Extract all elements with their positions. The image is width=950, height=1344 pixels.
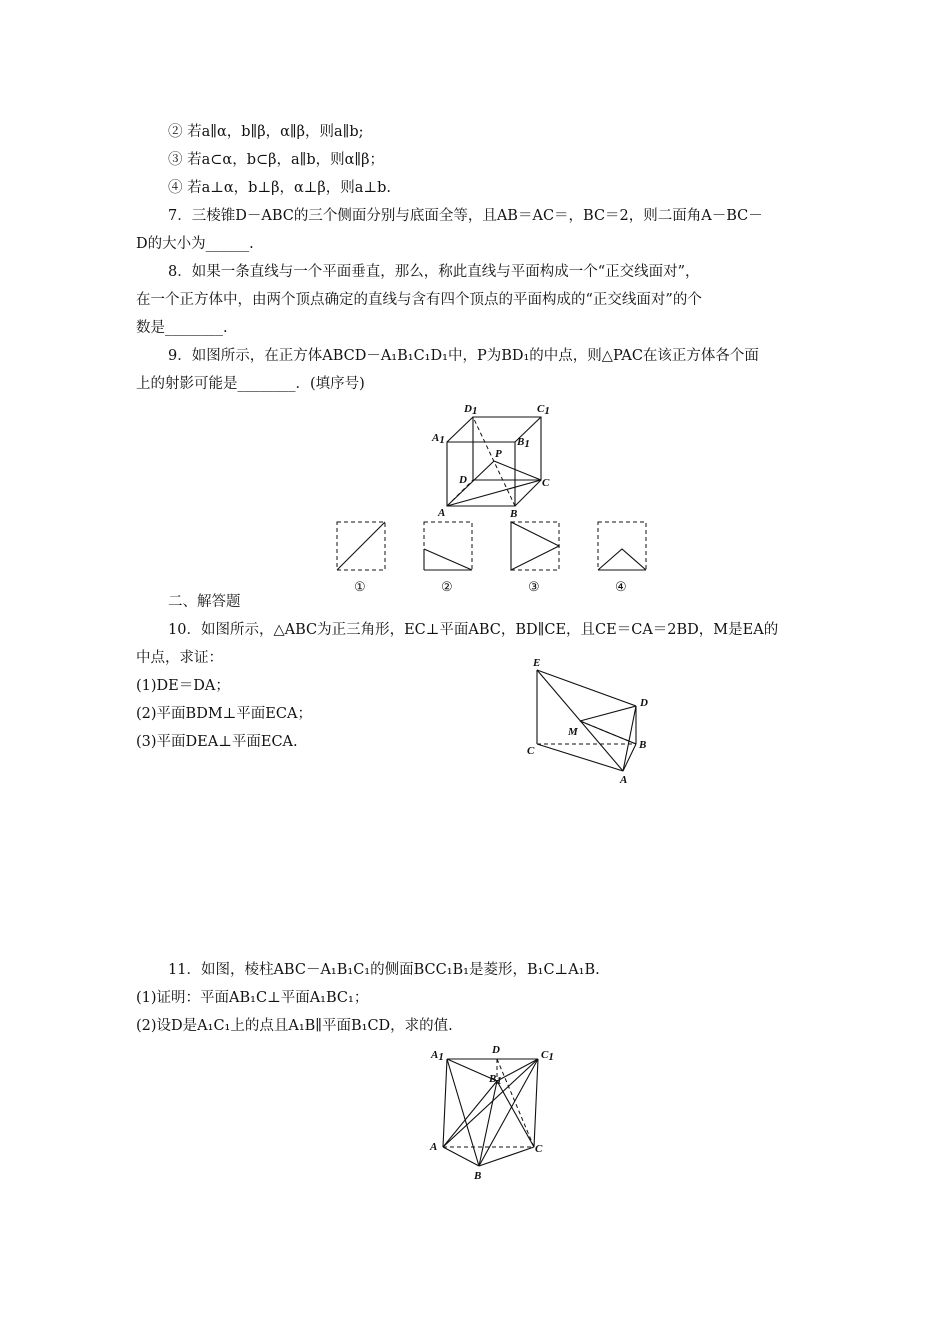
q8-line-3: 数是________.: [136, 320, 228, 336]
label-c-q10: C: [527, 745, 535, 757]
projection-option-3: [511, 522, 559, 570]
label-a: A: [438, 507, 446, 519]
label-d-q10: D: [640, 697, 648, 709]
q10-line-1: 10．如图所示，△ABC为正三角形，EC⊥平面ABC，BD∥CE，且CE＝CA＝2BD，M是EA的: [168, 622, 779, 638]
q9-line-2: 上的射影可能是________．(填序号): [136, 376, 365, 392]
label-a1-q11: A1: [431, 1049, 444, 1063]
prism-figure-q11: [443, 1059, 538, 1166]
q6-item-2: ② 若a∥α，b∥β，α∥β，则a∥b;: [168, 124, 364, 140]
q8-line-2: 在一个正方体中，由两个顶点确定的直线与含有四个顶点的平面构成的“正交线面对”的个: [136, 292, 702, 308]
q10-line-2: 中点，求证：: [136, 650, 223, 666]
label-a1: A1: [432, 432, 445, 446]
option-label-1: ①: [354, 579, 366, 594]
cube-edges: [447, 417, 541, 506]
q7-line-2: D的大小为______.: [136, 236, 254, 252]
q10-part-2: (2)平面BDM⊥平面ECA；: [136, 706, 312, 722]
section-2-heading: 二、解答题: [168, 594, 241, 610]
q11-part-2: (2)设D是A₁C₁上的点且A₁B∥平面B₁CD，求的值.: [136, 1018, 453, 1034]
label-d: D: [459, 474, 467, 486]
prism-figure-q10: [537, 670, 636, 771]
q11-line-1: 11．如图，棱柱ABC－A₁B₁C₁的侧面BCC₁B₁是菱形，B₁C⊥A₁B.: [168, 962, 600, 978]
projection-option-4: [598, 522, 646, 570]
label-b: B: [510, 508, 518, 520]
label-d1: D1: [464, 403, 478, 417]
label-b-q10: B: [639, 739, 647, 751]
q9-line-1: 9．如图所示，在正方体ABCD－A₁B₁C₁D₁中，P为BD₁的中点，则△PAC在该正方体各个面: [168, 348, 759, 364]
label-m: M: [568, 726, 578, 738]
projection-option-1: [337, 522, 385, 570]
q10-part-1: (1)DE＝DA；: [136, 678, 230, 694]
label-e: E: [533, 657, 541, 669]
option-label-2: ②: [441, 579, 453, 594]
label-a-q10: A: [620, 774, 628, 786]
label-c1: C1: [537, 403, 550, 417]
q6-item-3: ③ 若a⊂α，b⊂β，a∥b，则α∥β；: [168, 152, 385, 168]
q7-line-1: 7．三棱锥D－ABC的三个侧面分别与底面全等，且AB＝AC＝，BC＝2，则二面角A－BC－: [168, 208, 763, 224]
label-b1: B1: [517, 436, 530, 450]
label-c-q11: C: [535, 1143, 543, 1155]
option-label-3: ③: [528, 579, 540, 594]
label-p: P: [495, 448, 502, 460]
label-c1-q11: C1: [541, 1049, 554, 1063]
label-d-q11: D: [492, 1044, 500, 1056]
q6-item-4: ④ 若a⊥α，b⊥β，α⊥β，则a⊥b.: [168, 180, 391, 196]
label-c: C: [542, 477, 550, 489]
label-b-q11: B: [474, 1170, 482, 1182]
option-label-4: ④: [615, 579, 627, 594]
q8-line-1: 8．如果一条直线与一个平面垂直，那么，称此直线与平面构成一个“正交线面对”，: [168, 264, 700, 280]
q10-part-3: (3)平面DEA⊥平面ECA.: [136, 734, 298, 750]
label-b1-q11: B1: [489, 1073, 502, 1087]
label-a-q11: A: [430, 1141, 438, 1153]
projection-option-2: [424, 522, 472, 570]
q11-part-1: (1)证明：平面AB₁C⊥平面A₁BC₁；: [136, 990, 369, 1006]
